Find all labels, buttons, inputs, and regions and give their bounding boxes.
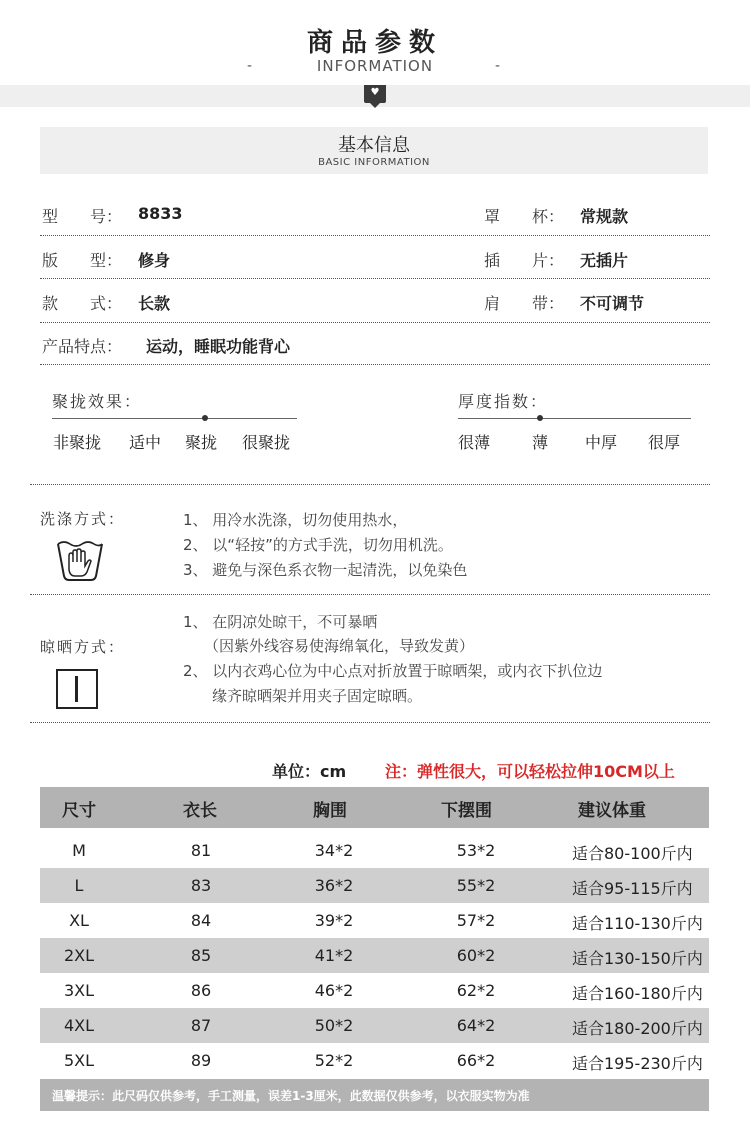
feature-label: 产品特点： xyxy=(42,337,123,356)
table-cell: 50*2 xyxy=(314,1016,354,1035)
info-label: 插 片： xyxy=(484,251,565,270)
info-value: 常规款 xyxy=(580,207,629,226)
thickness-scale-line xyxy=(458,418,691,419)
table-cell: M xyxy=(72,841,86,860)
table-cell: L xyxy=(74,876,84,895)
table-header-cell: 衣长 xyxy=(183,801,217,821)
table-cell: 62*2 xyxy=(456,981,496,1000)
wash-instruction: 1、 用冷水洗涤，切勿使用热水， xyxy=(183,511,408,529)
divider xyxy=(40,322,710,323)
table-cell: XL xyxy=(69,911,89,930)
divider xyxy=(40,278,710,279)
table-cell: 53*2 xyxy=(456,841,496,860)
table-cell: 55*2 xyxy=(456,876,496,895)
info-value: 8833 xyxy=(138,204,183,223)
wash-instruction: 2、 以“轻按”的方式手洗，切勿用机洗。 xyxy=(183,536,453,554)
table-header-cell: 下摆围 xyxy=(441,801,492,821)
thickness-scale-title: 厚度指数： xyxy=(458,392,549,411)
table-cell: 39*2 xyxy=(314,911,354,930)
divider xyxy=(40,364,710,365)
table-cell: 4XL xyxy=(63,1016,95,1035)
header-dash-left: - xyxy=(247,58,253,74)
info-label: 肩 带： xyxy=(484,294,565,313)
table-cell: 36*2 xyxy=(314,876,354,895)
table-cell: 适合130-150斤内 xyxy=(572,949,703,968)
table-cell: 83 xyxy=(190,876,212,895)
thickness-scale-option: 很厚 xyxy=(648,433,681,452)
table-cell: 34*2 xyxy=(314,841,354,860)
push-scale-option: 非聚拢 xyxy=(53,433,102,452)
basic-info-title: 基本信息 xyxy=(338,135,410,156)
line-dry-icon-bar xyxy=(75,676,78,702)
table-header-cell: 尺寸 xyxy=(62,801,96,821)
table-cell: 89 xyxy=(190,1051,212,1070)
heart-icon: ♥ xyxy=(364,85,386,103)
page-title: 商品参数 xyxy=(306,28,443,58)
divider xyxy=(40,235,710,236)
hand-wash-icon xyxy=(55,540,105,582)
table-cell: 87 xyxy=(190,1016,212,1035)
info-label: 型 号： xyxy=(42,207,123,226)
divider xyxy=(30,722,710,723)
table-cell: 60*2 xyxy=(456,946,496,965)
basic-info-subtitle: BASIC INFORMATION xyxy=(318,157,430,168)
table-cell: 适合195-230斤内 xyxy=(572,1054,703,1073)
wash-title: 洗涤方式： xyxy=(40,510,126,528)
thickness-scale-option: 薄 xyxy=(532,433,549,452)
table-cell: 适合95-115斤内 xyxy=(572,879,693,898)
info-value: 无插片 xyxy=(580,251,629,270)
dry-instruction: 1、 在阴凉处晾干，不可暴晒 xyxy=(183,613,378,631)
table-cell: 52*2 xyxy=(314,1051,354,1070)
table-cell: 41*2 xyxy=(314,946,354,965)
table-header-cell: 建议体重 xyxy=(578,801,646,821)
dry-instruction: （因紫外线容易使海绵氧化，导致发黄） xyxy=(204,637,475,655)
info-label: 款 式： xyxy=(42,294,123,313)
table-cell: 3XL xyxy=(63,981,95,1000)
table-cell: 适合80-100斤内 xyxy=(572,844,693,863)
push-scale-option: 很聚拢 xyxy=(242,433,291,452)
info-label: 版 型： xyxy=(42,251,123,270)
table-cell: 5XL xyxy=(63,1051,95,1070)
info-value: 不可调节 xyxy=(580,294,645,313)
divider xyxy=(30,484,710,485)
info-value: 修身 xyxy=(138,251,171,270)
table-cell: 适合160-180斤内 xyxy=(572,984,703,1003)
dry-instruction: 缘齐晾晒架并用夹子固定晾晒。 xyxy=(212,687,423,705)
table-cell: 84 xyxy=(190,911,212,930)
thickness-scale-option: 很薄 xyxy=(458,433,491,452)
wash-instruction: 3、 避免与深色系衣物一起清洗，以免染色 xyxy=(183,561,468,579)
size-table-footer-text: 温馨提示：此尺码仅供参考，手工测量，误差1-3厘米，此数据仅供参考，以衣服实物为准 xyxy=(52,1089,530,1103)
table-cell: 适合110-130斤内 xyxy=(572,914,703,933)
push-scale-title: 聚拢效果： xyxy=(52,392,143,411)
push-scale-marker xyxy=(202,415,208,421)
table-header-cell: 胸围 xyxy=(313,801,347,821)
table-cell: 81 xyxy=(190,841,212,860)
table-cell: 86 xyxy=(190,981,212,1000)
table-cell: 2XL xyxy=(63,946,95,965)
dry-title: 晾晒方式： xyxy=(40,638,126,656)
push-scale-option: 适中 xyxy=(129,433,162,452)
thickness-scale-marker xyxy=(537,415,543,421)
dry-instruction: 2、 以内衣鸡心位为中心点对折放置于晾晒架，或内衣下扒位边 xyxy=(183,662,603,680)
table-cell: 66*2 xyxy=(456,1051,496,1070)
unit-label: 单位：cm xyxy=(272,762,347,781)
stretch-note: 注：弹性很大，可以轻松拉伸10CM以上 xyxy=(385,762,675,781)
table-cell: 46*2 xyxy=(314,981,354,1000)
table-cell: 85 xyxy=(190,946,212,965)
table-cell: 适合180-200斤内 xyxy=(572,1019,703,1038)
table-cell: 57*2 xyxy=(456,911,496,930)
feature-value: 运动，睡眠功能背心 xyxy=(146,337,291,356)
push-scale-option: 聚拢 xyxy=(185,433,218,452)
thickness-scale-option: 中厚 xyxy=(585,433,618,452)
push-scale-line xyxy=(52,418,297,419)
table-cell: 64*2 xyxy=(456,1016,496,1035)
info-value: 长款 xyxy=(138,294,171,313)
info-label: 罩 杯： xyxy=(484,207,565,226)
page-subtitle: INFORMATION xyxy=(316,57,434,75)
divider xyxy=(30,594,710,595)
header-dash-right: - xyxy=(495,58,501,74)
